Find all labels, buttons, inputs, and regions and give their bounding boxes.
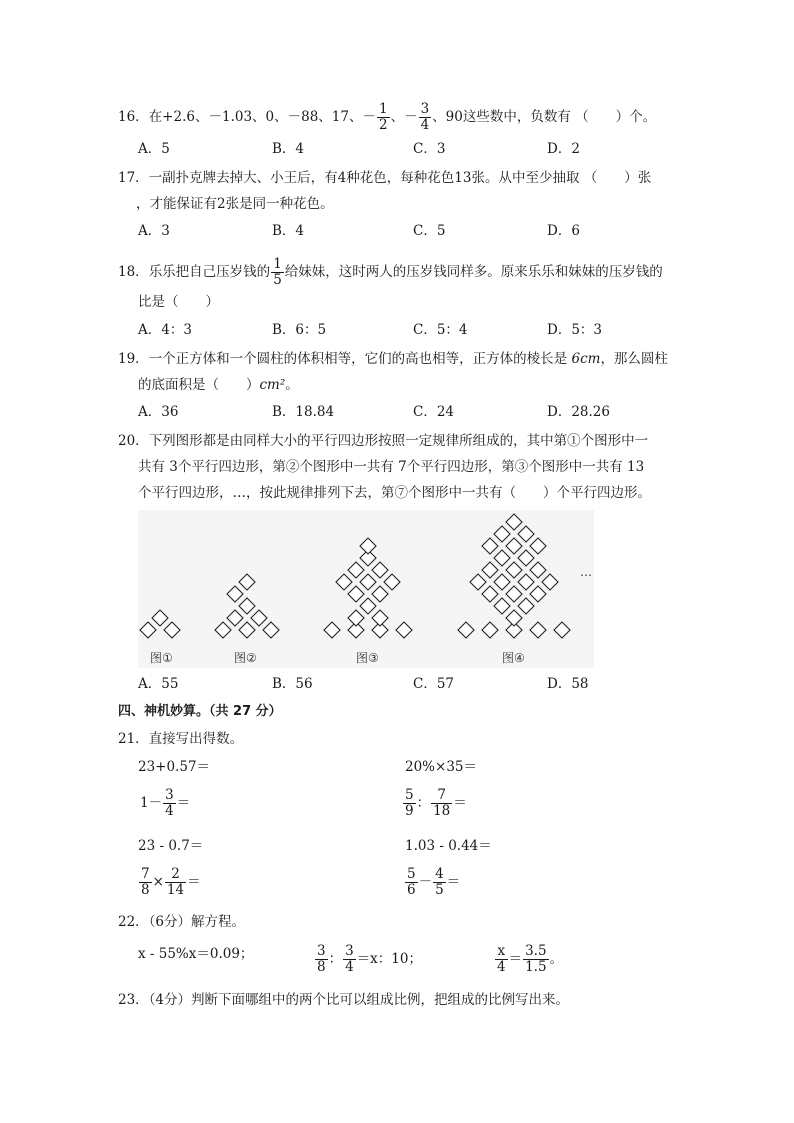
figure-label-1: 图① bbox=[150, 651, 173, 665]
q18-option-a[interactable]: A．4：3 bbox=[138, 322, 192, 338]
figure-label-2: 图② bbox=[234, 651, 257, 665]
q22-eq3-fraction-2 bbox=[523, 944, 548, 975]
q23-text: （4分）判断下面哪组中的两个比可以组成比例，把组成的比例写出来。 bbox=[148, 992, 570, 1008]
q18-text-after: 给妹妹，这时两人的压岁钱同样多。原来乐乐和妹妹的压岁钱的 bbox=[284, 264, 663, 280]
q16-option-b[interactable]: B．4 bbox=[272, 141, 305, 157]
q21-e7-num1: 7 bbox=[141, 866, 150, 882]
q20-stem-line2: 共有 3个平行四边形，第②个图形中一共有 7个平行四边形，第③个图形中一共有 13 bbox=[138, 459, 645, 475]
q21-e4-fraction-2 bbox=[431, 788, 452, 819]
q22-number: 22． bbox=[118, 914, 149, 930]
q21-expr-1: 23+0.57＝ bbox=[138, 759, 211, 775]
q19-stem-line2 bbox=[138, 375, 299, 395]
q22-eq3-post: 。 bbox=[549, 951, 564, 967]
q21-e7-den2: 14 bbox=[166, 882, 185, 898]
q22-eq2-den2: 4 bbox=[345, 959, 354, 975]
q21-e7-den1: 8 bbox=[141, 882, 150, 898]
q22-eq2-den1: 8 bbox=[317, 959, 326, 975]
section-4-heading: 四、神机妙算。（共 27 分） bbox=[118, 704, 282, 719]
q18-option-b[interactable]: B．6：5 bbox=[272, 322, 327, 338]
q16-neg1: － bbox=[362, 109, 376, 125]
q21-e7-fraction-1 bbox=[139, 867, 152, 898]
q18-stem-line1 bbox=[118, 257, 663, 288]
q16-frac2-den: 4 bbox=[420, 117, 430, 133]
q21-e4-post: ＝ bbox=[453, 795, 467, 811]
q21-e7-num2: 2 bbox=[165, 867, 186, 883]
q21-e4-den1: 9 bbox=[405, 803, 414, 819]
q21-e3-den: 4 bbox=[165, 803, 174, 819]
figure-label-4: 图④ bbox=[502, 651, 525, 665]
q22-title: （6分）解方程。 bbox=[148, 914, 246, 930]
q21-e7-fraction-2 bbox=[165, 867, 186, 898]
q22-eq3-den1: 4 bbox=[497, 959, 506, 975]
q21-e8-num2: 4 bbox=[435, 866, 444, 882]
q22-eq2-num2: 3 bbox=[345, 943, 354, 959]
q21-expr-6: 1.03 - 0.44＝ bbox=[405, 838, 492, 854]
q19-option-c[interactable]: C．24 bbox=[413, 404, 455, 420]
q21-number: 21． bbox=[118, 731, 149, 747]
q21-e8-den2: 5 bbox=[435, 882, 444, 898]
q22-eq2-num1: 3 bbox=[317, 943, 326, 959]
q21-expr-3 bbox=[140, 788, 190, 819]
q22-equation-3 bbox=[494, 944, 563, 975]
q22-eq3-fraction-1 bbox=[495, 944, 508, 975]
q19-option-d[interactable]: D．28.26 bbox=[547, 404, 610, 420]
q17-option-c[interactable]: C．5 bbox=[413, 223, 446, 239]
q22-eq2-post: ＝x：10； bbox=[356, 951, 422, 967]
q22-equation-1: x - 55%x＝0.09； bbox=[138, 946, 254, 962]
q22-eq3-num1: x bbox=[495, 944, 508, 960]
q17-option-b[interactable]: B．4 bbox=[272, 223, 305, 239]
q21-e4-op: ： bbox=[416, 795, 431, 811]
q20-option-d[interactable]: D．58 bbox=[547, 676, 589, 692]
q21-e4-num1: 5 bbox=[405, 787, 414, 803]
q22-eq3-num2: 3.5 bbox=[525, 943, 547, 959]
q16-option-a[interactable]: A．5 bbox=[138, 141, 170, 157]
q17-option-a[interactable]: A．3 bbox=[138, 223, 170, 239]
q17-option-d[interactable]: D．6 bbox=[547, 223, 580, 239]
q17-text: 一副扑克牌去掉大、小王后，有4种花色，每种花色13张。从中至少抽取 （ ）张 bbox=[148, 170, 652, 186]
q19-text-d: 。 bbox=[285, 377, 299, 393]
q21-expr-4 bbox=[402, 788, 467, 819]
q19-option-b[interactable]: B．18.84 bbox=[272, 404, 335, 420]
q16-option-c[interactable]: C．3 bbox=[413, 141, 446, 157]
q21-expr-5: 23 - 0.7＝ bbox=[138, 838, 204, 854]
q20-stem-line1 bbox=[118, 431, 648, 451]
q20-pattern-figure bbox=[138, 510, 594, 668]
q22-equation-2 bbox=[314, 944, 422, 975]
q18-frac-den: 5 bbox=[273, 272, 282, 288]
q16-text-after: 、90这些数中，负数有 （ ）个。 bbox=[432, 109, 657, 125]
q17-stem-line2: ，才能保证有2张是同一种花色。 bbox=[136, 196, 334, 212]
q20-option-a[interactable]: A．55 bbox=[138, 676, 179, 692]
q18-fraction bbox=[271, 257, 284, 288]
q21-e8-op: － bbox=[418, 874, 433, 890]
q22-eq3-den2: 1.5 bbox=[525, 959, 547, 975]
q18-text: 乐乐把自己压岁钱的 bbox=[148, 264, 271, 280]
q18-number: 18． bbox=[118, 264, 149, 280]
q19-text-c: 的底面积是（ ） bbox=[138, 377, 260, 393]
q21-stem bbox=[118, 729, 243, 749]
q23-number: 23． bbox=[118, 992, 149, 1008]
q16-neg2: － bbox=[404, 109, 418, 125]
q21-e4-den2: 18 bbox=[433, 803, 451, 819]
q19-text-a: 一个正方体和一个圆柱的体积相等，它们的高也相等，正方体的棱长是 bbox=[148, 351, 572, 367]
q18-option-c[interactable]: C．5：4 bbox=[413, 322, 468, 338]
q22-eq2-op: ： bbox=[328, 951, 343, 967]
q22-eq3-op: ＝ bbox=[508, 951, 523, 967]
q21-e8-fraction-2 bbox=[433, 867, 446, 898]
q17-number: 17． bbox=[118, 170, 149, 186]
q19-text-b: ，那么圆柱 bbox=[600, 351, 668, 367]
q21-e7-post: ＝ bbox=[187, 874, 201, 890]
q20-option-b[interactable]: B．56 bbox=[272, 676, 313, 692]
q21-e4-num2: 7 bbox=[431, 788, 452, 804]
q21-e3-num: 3 bbox=[165, 787, 174, 803]
q19-unit-cm: 6cm bbox=[571, 351, 601, 367]
q18-stem-line2: 比是（ ） bbox=[138, 294, 219, 310]
q22-eq2-fraction-1 bbox=[315, 944, 328, 975]
q22-stem bbox=[118, 912, 245, 932]
q19-stem-line1 bbox=[118, 349, 668, 369]
q21-e3-post: ＝ bbox=[176, 795, 191, 811]
q16-fraction-1 bbox=[377, 102, 390, 133]
q16-frac2-num: 3 bbox=[420, 101, 430, 117]
q18-option-d[interactable]: D．5：3 bbox=[547, 322, 603, 338]
q20-option-c[interactable]: C．57 bbox=[413, 676, 455, 692]
q20-stem-line3: 个平行四边形，…，按此规律排列下去，第⑦个图形中一共有（ ）个平行四边形。 bbox=[138, 485, 651, 501]
q21-e7-op: × bbox=[152, 874, 164, 890]
q17-stem-line1 bbox=[118, 168, 651, 188]
q21-e3-fraction bbox=[163, 788, 176, 819]
q19-unit-cm2: cm² bbox=[259, 377, 286, 393]
q16-number: 16． bbox=[118, 109, 149, 125]
q20-text-1: 下列图形都是由同样大小的平行四边形按照一定规律所组成的，其中第①个图形中一 bbox=[148, 433, 649, 449]
q21-expr-2: 20%×35＝ bbox=[405, 759, 477, 775]
q20-number: 20． bbox=[118, 433, 149, 449]
q22-eq2-fraction-2 bbox=[343, 944, 356, 975]
q16-text: 在+2.6、－1.03、0、－88、17、 bbox=[148, 109, 363, 125]
q18-frac-num: 1 bbox=[273, 256, 282, 272]
q21-expr-8 bbox=[404, 867, 460, 898]
q21-e8-den1: 6 bbox=[407, 882, 416, 898]
q21-e8-post: ＝ bbox=[446, 874, 461, 890]
q23-stem bbox=[118, 990, 569, 1010]
q16-fraction-2 bbox=[419, 102, 432, 133]
q19-number: 19． bbox=[118, 351, 149, 367]
q21-e8-num1: 5 bbox=[407, 866, 416, 882]
figure-ellipsis: … bbox=[580, 565, 592, 579]
q21-e4-fraction-1 bbox=[403, 788, 416, 819]
q21-e8-fraction-1 bbox=[405, 867, 418, 898]
q16-frac1-num: 1 bbox=[378, 101, 388, 117]
q21-expr-7 bbox=[138, 867, 201, 898]
figure-label-3: 图③ bbox=[356, 651, 379, 665]
q16-sep: 、 bbox=[390, 109, 405, 125]
q16-stem bbox=[118, 102, 656, 133]
q21-title: 直接写出得数。 bbox=[148, 731, 244, 747]
q19-option-a[interactable]: A．36 bbox=[138, 404, 179, 420]
q16-frac1-den: 2 bbox=[378, 117, 388, 133]
q16-option-d[interactable]: D．2 bbox=[547, 141, 580, 157]
q21-e3-pre: 1－ bbox=[140, 795, 163, 811]
